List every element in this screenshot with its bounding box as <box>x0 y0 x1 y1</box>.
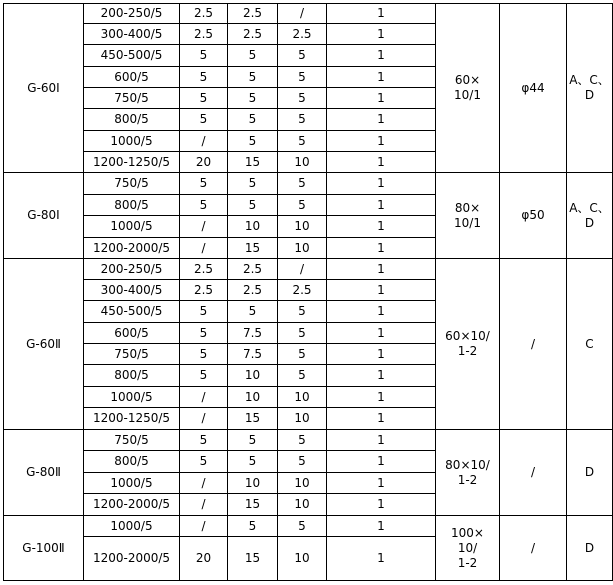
size-cell <box>436 516 500 581</box>
value-cell: 5 <box>228 451 278 473</box>
value-cell: / <box>180 494 228 516</box>
type-cell-line: C <box>585 336 594 351</box>
hole-cell: φ50 <box>500 173 567 259</box>
value-cell: 1 <box>327 152 436 173</box>
value-cell: 5 <box>228 131 278 152</box>
value-cell: 5 <box>228 88 278 109</box>
value-cell: 10 <box>278 408 327 430</box>
value-cell: 5 <box>278 451 327 473</box>
value-cell: 1 <box>327 323 436 344</box>
ratio-cell: 750/5 <box>84 430 180 451</box>
ratio-cell: 800/5 <box>84 451 180 473</box>
type-cell <box>567 430 613 516</box>
value-cell: 5 <box>228 430 278 451</box>
ratio-cell: 600/5 <box>84 323 180 344</box>
value-cell: / <box>180 516 228 537</box>
value-cell: 15 <box>228 408 278 430</box>
value-cell: 7.5 <box>228 323 278 344</box>
ratio-cell: 450-500/5 <box>84 45 180 67</box>
value-cell: 1 <box>327 88 436 109</box>
ratio-cell: 1200-2000/5 <box>84 238 180 259</box>
value-cell: 1 <box>327 173 436 195</box>
hole-cell: / <box>500 516 567 581</box>
ratio-cell: 800/5 <box>84 109 180 131</box>
value-cell: 5 <box>228 301 278 323</box>
value-cell: 5 <box>180 344 228 365</box>
hole-cell: φ44 <box>500 4 567 173</box>
value-cell: 2.5 <box>180 280 228 301</box>
size-cell-line: 80× <box>454 200 481 215</box>
value-cell: 5 <box>180 365 228 387</box>
value-cell: 15 <box>228 238 278 259</box>
ratio-cell: 800/5 <box>84 365 180 387</box>
table-row <box>4 430 613 451</box>
size-cell <box>436 259 500 430</box>
value-cell: 5 <box>180 430 228 451</box>
value-cell: 2.5 <box>228 259 278 280</box>
type-cell <box>567 259 613 430</box>
value-cell: / <box>180 408 228 430</box>
value-cell: 2.5 <box>228 4 278 24</box>
ratio-cell: 600/5 <box>84 67 180 88</box>
value-cell: / <box>180 473 228 494</box>
value-cell: 2.5 <box>228 280 278 301</box>
value-cell: 5 <box>180 301 228 323</box>
type-cell-line: A、C、 <box>569 73 610 87</box>
value-cell: 5 <box>228 45 278 67</box>
value-cell: 10 <box>278 238 327 259</box>
value-cell: 2.5 <box>180 24 228 45</box>
ratio-cell: 750/5 <box>84 344 180 365</box>
value-cell: 15 <box>228 494 278 516</box>
value-cell: 1 <box>327 430 436 451</box>
size-cell-line: 1-2 <box>457 344 478 358</box>
value-cell: 1 <box>327 537 436 581</box>
value-cell: 5 <box>180 88 228 109</box>
value-cell: 1 <box>327 238 436 259</box>
type-cell <box>567 4 613 173</box>
value-cell: 10 <box>278 494 327 516</box>
ratio-cell: 200-250/5 <box>84 259 180 280</box>
value-cell: 5 <box>278 88 327 109</box>
value-cell: 15 <box>228 152 278 173</box>
value-cell: 1 <box>327 344 436 365</box>
size-cell-line: 80×10/ <box>445 457 490 472</box>
value-cell: 2.5 <box>228 24 278 45</box>
value-cell: 5 <box>228 173 278 195</box>
value-cell: 2.5 <box>278 24 327 45</box>
type-cell-line: D <box>584 88 595 102</box>
table-row <box>4 173 613 195</box>
ratio-cell: 1200-1250/5 <box>84 152 180 173</box>
size-cell-line: 10/1 <box>454 215 481 230</box>
value-cell: 5 <box>278 131 327 152</box>
value-cell: 1 <box>327 280 436 301</box>
value-cell: 5 <box>228 67 278 88</box>
spec-table <box>3 3 613 581</box>
type-cell <box>567 516 613 581</box>
table-row <box>4 4 613 24</box>
spec-table-body <box>4 4 613 581</box>
size-cell-line: 60×10/ <box>445 329 490 343</box>
value-cell: 10 <box>278 216 327 238</box>
value-cell: 2.5 <box>180 4 228 24</box>
value-cell: 5 <box>228 109 278 131</box>
ratio-cell: 1200-2000/5 <box>84 494 180 516</box>
value-cell: 10 <box>278 152 327 173</box>
value-cell: 5 <box>278 109 327 131</box>
value-cell: 1 <box>327 494 436 516</box>
value-cell: 1 <box>327 408 436 430</box>
value-cell: 5 <box>278 516 327 537</box>
value-cell: 2.5 <box>180 259 228 280</box>
value-cell: 5 <box>180 451 228 473</box>
value-cell: 5 <box>278 301 327 323</box>
value-cell: 10 <box>278 473 327 494</box>
value-cell: 5 <box>278 195 327 216</box>
size-cell-line: 100× <box>451 525 484 540</box>
value-cell: 20 <box>180 152 228 173</box>
size-cell-line: 10/1 <box>454 88 481 102</box>
value-cell: 5 <box>228 195 278 216</box>
value-cell: 5 <box>180 173 228 195</box>
value-cell: 5 <box>278 365 327 387</box>
ratio-cell: 750/5 <box>84 173 180 195</box>
value-cell: 5 <box>180 323 228 344</box>
value-cell: / <box>278 259 327 280</box>
value-cell: 2.5 <box>278 280 327 301</box>
size-cell <box>436 173 500 259</box>
type-cell <box>567 173 613 259</box>
ratio-cell: 1000/5 <box>84 516 180 537</box>
value-cell: 1 <box>327 387 436 408</box>
value-cell: 5 <box>278 173 327 195</box>
value-cell: 5 <box>180 67 228 88</box>
value-cell: 5 <box>180 109 228 131</box>
value-cell: 1 <box>327 365 436 387</box>
value-cell: 10 <box>228 365 278 387</box>
type-cell-line: D <box>584 540 595 555</box>
model-cell: G-100Ⅱ <box>4 516 84 581</box>
value-cell: 15 <box>228 537 278 581</box>
ratio-cell: 1000/5 <box>84 387 180 408</box>
size-cell <box>436 4 500 173</box>
model-cell: G-60Ⅱ <box>4 259 84 430</box>
model-cell: G-60Ⅰ <box>4 4 84 173</box>
hole-cell: / <box>500 259 567 430</box>
ratio-cell: 1000/5 <box>84 473 180 494</box>
value-cell: / <box>180 238 228 259</box>
value-cell: / <box>180 216 228 238</box>
value-cell: 1 <box>327 109 436 131</box>
ratio-cell: 450-500/5 <box>84 301 180 323</box>
ratio-cell: 300-400/5 <box>84 24 180 45</box>
size-cell-line: 60× <box>454 73 481 87</box>
value-cell: 5 <box>278 344 327 365</box>
ratio-cell: 300-400/5 <box>84 280 180 301</box>
value-cell: 1 <box>327 4 436 24</box>
ratio-cell: 1000/5 <box>84 131 180 152</box>
value-cell: 1 <box>327 301 436 323</box>
size-cell-line: 10/ <box>457 540 478 555</box>
value-cell: 1 <box>327 195 436 216</box>
value-cell: / <box>278 4 327 24</box>
value-cell: 5 <box>180 195 228 216</box>
value-cell: 5 <box>278 430 327 451</box>
value-cell: 10 <box>278 387 327 408</box>
ratio-cell: 200-250/5 <box>84 4 180 24</box>
value-cell: 10 <box>278 537 327 581</box>
value-cell: 1 <box>327 67 436 88</box>
ratio-cell: 800/5 <box>84 195 180 216</box>
size-cell-line: 1-2 <box>457 472 478 487</box>
value-cell: 1 <box>327 24 436 45</box>
type-cell-line: D <box>584 215 595 230</box>
value-cell: 1 <box>327 473 436 494</box>
value-cell: 1 <box>327 516 436 537</box>
value-cell: 7.5 <box>228 344 278 365</box>
ratio-cell: 1000/5 <box>84 216 180 238</box>
value-cell: 5 <box>228 516 278 537</box>
value-cell: 1 <box>327 451 436 473</box>
value-cell: 5 <box>278 323 327 344</box>
model-cell: G-80Ⅰ <box>4 173 84 259</box>
model-cell: G-80Ⅱ <box>4 430 84 516</box>
value-cell: 1 <box>327 216 436 238</box>
hole-cell: / <box>500 430 567 516</box>
type-cell-line: A、C、 <box>569 200 610 215</box>
value-cell: 1 <box>327 259 436 280</box>
value-cell: 1 <box>327 131 436 152</box>
value-cell: 1 <box>327 45 436 67</box>
value-cell: / <box>180 387 228 408</box>
value-cell: 5 <box>180 45 228 67</box>
size-cell <box>436 430 500 516</box>
ratio-cell: 1200-1250/5 <box>84 408 180 430</box>
type-cell-line: D <box>584 465 595 479</box>
ratio-cell: 1200-2000/5 <box>84 537 180 581</box>
table-row <box>4 516 613 537</box>
table-row <box>4 259 613 280</box>
size-cell-line: 1-2 <box>457 555 478 570</box>
ratio-cell: 750/5 <box>84 88 180 109</box>
value-cell: 10 <box>228 473 278 494</box>
value-cell: 5 <box>278 45 327 67</box>
value-cell: 20 <box>180 537 228 581</box>
value-cell: 10 <box>228 387 278 408</box>
value-cell: 10 <box>228 216 278 238</box>
value-cell: / <box>180 131 228 152</box>
value-cell: 5 <box>278 67 327 88</box>
